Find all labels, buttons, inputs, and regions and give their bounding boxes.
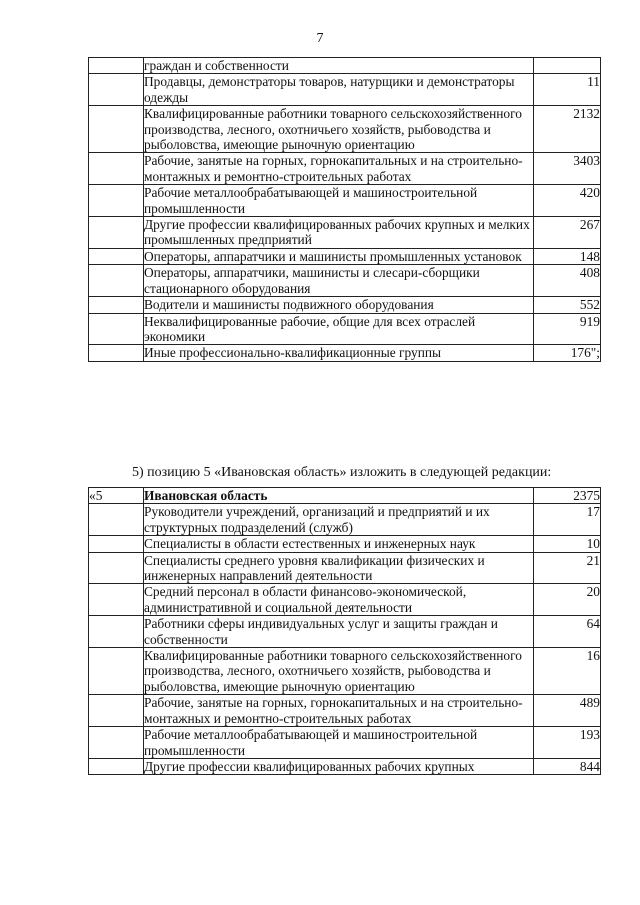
table-row [89,74,601,106]
row-value: 20 [534,584,601,616]
row-number [89,74,144,106]
table-row [89,758,601,774]
row-value [534,58,601,74]
row-occupation: Квалифицированные работники товарного сельскохозяйственного производства, лесного, охотничьего хозяйств, рыбоводства и рыболовства, имеющие рыночную ориентацию [144,648,534,695]
table-row [89,106,601,153]
row-value: 2132 [534,106,601,153]
row-value: 919 [534,313,601,345]
row-number [89,248,144,264]
row-occupation: Специалисты среднего уровня квалификации физических и инженерных направлений деятельности [144,552,534,584]
table-row [89,648,601,695]
row-number [89,106,144,153]
table-row [89,265,601,297]
table-row [89,185,601,217]
row-value: 21 [534,552,601,584]
row-occupation: Рабочие, занятые на горных, горнокапитальных и на строительно-монтажных и ремонтно-строительных работах [144,153,534,185]
row-occupation: граждан и собственности [144,58,534,74]
table-row [89,313,601,345]
table-row [89,345,601,361]
table-row [89,695,601,727]
table-row [89,536,601,552]
row-number [89,758,144,774]
row-number [89,648,144,695]
ivanovo-region-table [88,487,601,775]
row-number [89,185,144,217]
row-occupation: Иные профессионально-квалификационные группы [144,345,534,361]
row-value: 193 [534,727,601,759]
table-row [89,727,601,759]
row-number [89,345,144,361]
table-row [89,552,601,584]
row-value: 16 [534,648,601,695]
row-number [89,584,144,616]
table-row [89,297,601,313]
row-occupation: Другие профессии квалифицированных рабочих крупных [144,758,534,774]
table-row [89,504,601,536]
table-row [89,58,601,74]
row-occupation: Руководители учреждений, организаций и предприятий и их структурных подразделений (служб) [144,504,534,536]
table-row [89,248,601,264]
row-value: 552 [534,297,601,313]
region-total: 2375 [534,488,601,504]
section-heading: 5) позицию 5 «Ивановская область» изложить в следующей редакции: [132,465,552,480]
row-occupation: Средний персонал в области финансово-экономической, административной и социальной деятельности [144,584,534,616]
occupation-table-continued [88,57,601,362]
row-occupation: Операторы, аппаратчики, машинисты и слесари-сборщики стационарного оборудования [144,265,534,297]
row-number [89,153,144,185]
row-occupation: Работники сферы индивидуальных услуг и защиты граждан и собственности [144,616,534,648]
row-occupation: Специалисты в области естественных и инженерных наук [144,536,534,552]
row-number [89,695,144,727]
row-number [89,616,144,648]
table-row [89,153,601,185]
row-value: 3403 [534,153,601,185]
row-value: 176"; [534,345,601,361]
row-value: 420 [534,185,601,217]
row-value: 11 [534,74,601,106]
row-number [89,552,144,584]
row-number [89,536,144,552]
row-value: 17 [534,504,601,536]
row-number [89,58,144,74]
table-row [89,584,601,616]
row-occupation: Неквалифицированные рабочие, общие для всех отраслей экономики [144,313,534,345]
region-header-row [89,488,601,504]
row-value: 148 [534,248,601,264]
table-row [89,616,601,648]
row-value: 844 [534,758,601,774]
row-value: 267 [534,217,601,249]
row-occupation: Водители и машинисты подвижного оборудования [144,297,534,313]
region-position-number: «5 [89,488,144,504]
row-number [89,727,144,759]
row-occupation: Рабочие, занятые на горных, горнокапитальных и на строительно-монтажных и ремонтно-строительных работах [144,695,534,727]
region-name: Ивановская область [144,488,534,504]
page-number: 7 [316,31,324,46]
row-number [89,297,144,313]
row-occupation: Рабочие металлообрабатывающей и машиностроительной промышленности [144,727,534,759]
row-occupation: Квалифицированные работники товарного сельскохозяйственного производства, лесного, охотничьего хозяйств, рыбоводства и рыболовства, имеющие рыночную ориентацию [144,106,534,153]
row-occupation: Другие профессии квалифицированных рабочих крупных и мелких промышленных предприятий [144,217,534,249]
row-value: 10 [534,536,601,552]
row-number [89,217,144,249]
row-occupation: Рабочие металлообрабатывающей и машиностроительной промышленности [144,185,534,217]
table-row [89,217,601,249]
row-occupation: Операторы, аппаратчики и машинисты промышленных установок [144,248,534,264]
row-number [89,265,144,297]
row-value: 489 [534,695,601,727]
row-occupation: Продавцы, демонстраторы товаров, натурщики и демонстраторы одежды [144,74,534,106]
row-number [89,504,144,536]
row-value: 408 [534,265,601,297]
row-number [89,313,144,345]
row-value: 64 [534,616,601,648]
